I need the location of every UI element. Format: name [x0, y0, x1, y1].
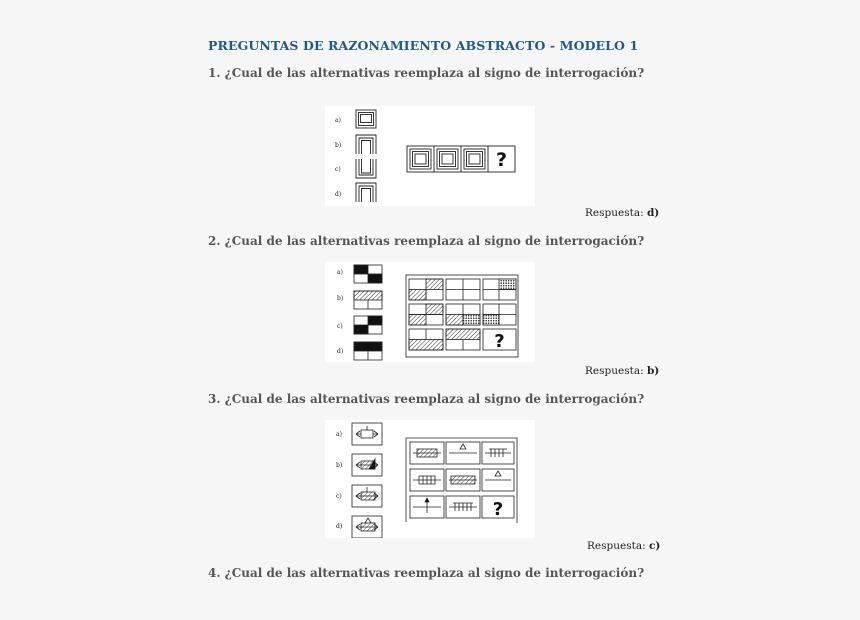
question-3-text: 3. ¿Cual de las alternativas reemplaza al signo de interrogación?	[208, 392, 645, 406]
question-3-figure	[325, 420, 535, 538]
q1-option-d-label: d)	[335, 191, 342, 198]
q1-option-c-label: c)	[335, 166, 341, 173]
q3-option-c-label: c)	[336, 493, 342, 500]
document-title: PREGUNTAS DE RAZONAMIENTO ABSTRACTO - MODELO 1	[208, 38, 639, 53]
q1-option-b-label: b)	[335, 142, 342, 149]
q1-question-mark: ?	[495, 149, 508, 171]
q3-option-a-label: a)	[336, 431, 342, 438]
q2-option-d-label: d)	[337, 348, 344, 355]
question-3-answer: Respuesta: c)	[587, 540, 661, 552]
q3-option-d-label: d)	[336, 523, 343, 530]
question-2-answer: Respuesta: b)	[585, 365, 660, 377]
q1-option-a-label: a)	[335, 117, 341, 124]
question-2-text: 2. ¿Cual de las alternativas reemplaza al signo de interrogación?	[208, 234, 645, 248]
question-4-text: 4. ¿Cual de las alternativas reemplaza al signo de interrogación?	[208, 566, 645, 580]
q2-option-a-label: a)	[337, 269, 343, 276]
q3-option-b-label: b)	[336, 462, 343, 469]
q2-question-mark: ?	[494, 331, 505, 352]
question-1-text: 1. ¿Cual de las alternativas reemplaza al signo de interrogación?	[208, 66, 645, 80]
question-1-figure	[325, 106, 535, 206]
question-1-answer: Respuesta: d)	[585, 207, 660, 219]
q2-option-c-label: c)	[337, 323, 343, 330]
question-2-figure	[325, 262, 535, 362]
q3-question-mark: ?	[492, 499, 504, 520]
q2-option-b-label: b)	[337, 295, 344, 302]
